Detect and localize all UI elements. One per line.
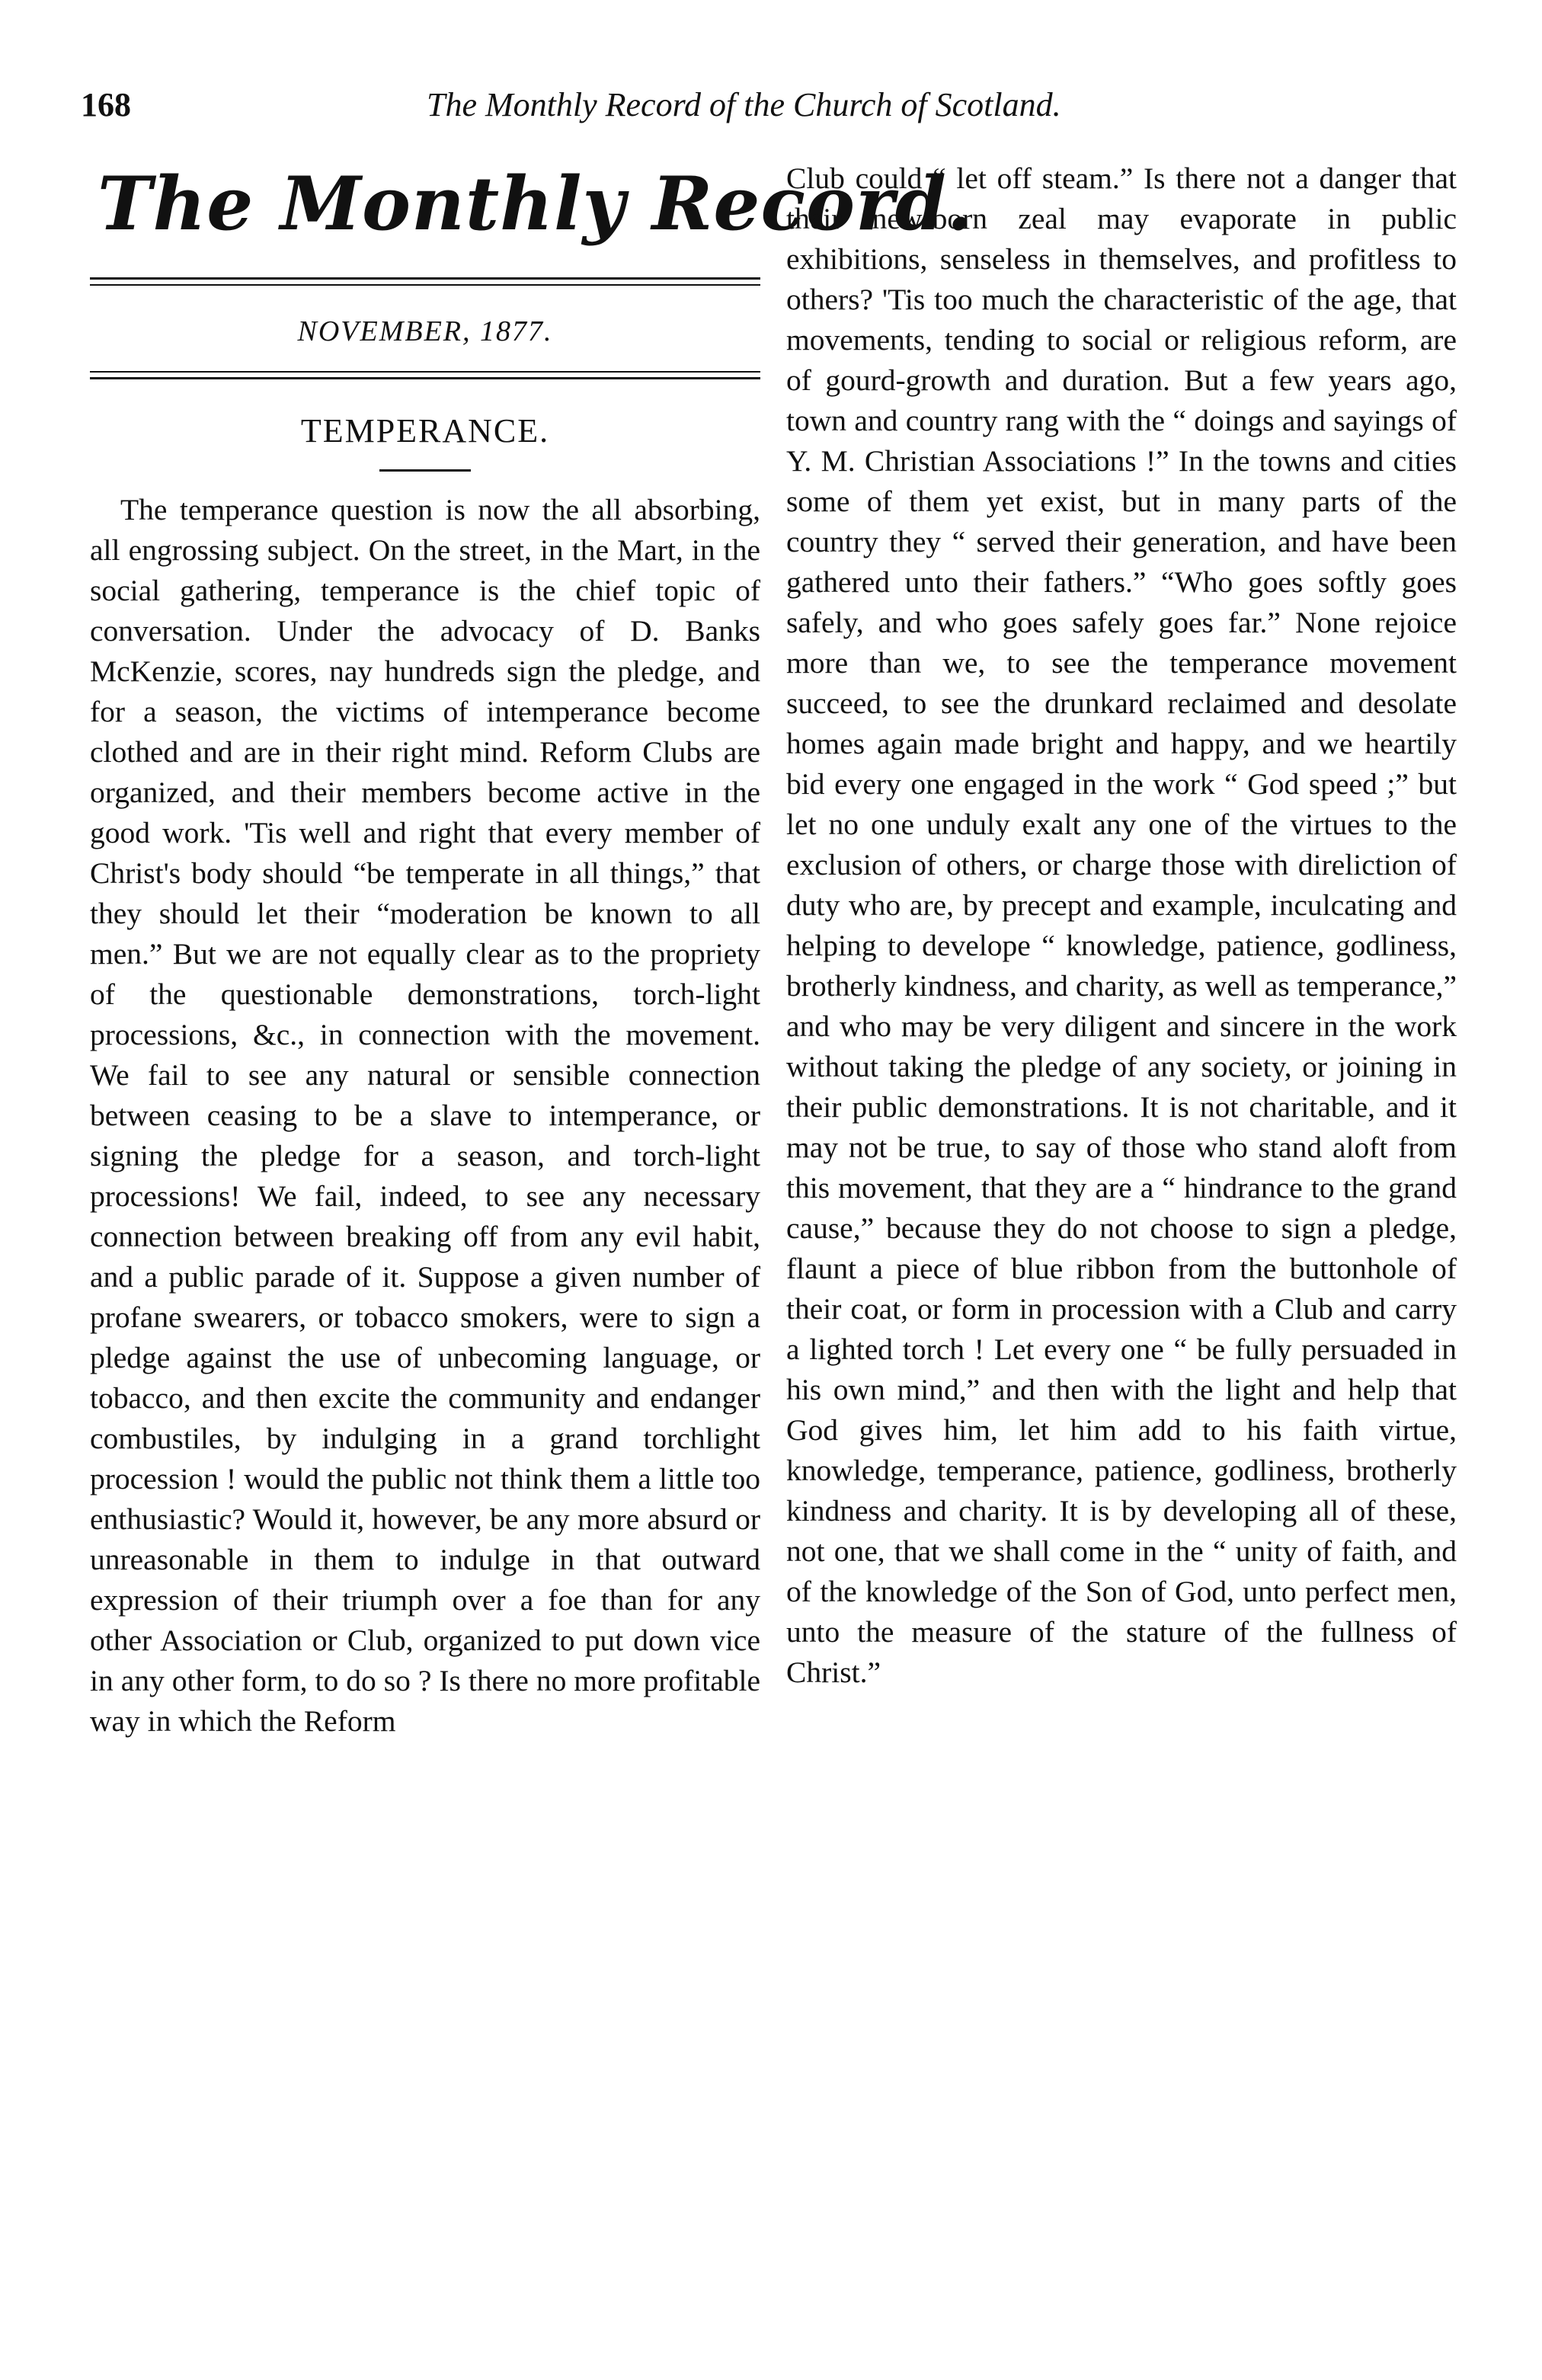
masthead-title: The Monthly Record.: [98, 161, 974, 247]
article-body-left: [90, 490, 760, 1742]
issue-date: NOVEMBER, 1877.: [297, 315, 553, 347]
paragraph-right: Club could “ let off steam.” Is there not a danger that their new-born zeal may evaporate in public exhibitions, senseless in themselves, and profitless to others? 'Tis too much the characteristic of the age, that movements, tending to social or religious reform, are of gourd-growth and duration. But a few years ago, town and country rang with the “ doings and sayings of Y. M. Christian Associations !” In the towns and cities some of them yet exist, but in many parts of the country they “ served their generation, and have been gathered unto their fathers.” “Who goes softly goes safely, and who goes safely goes far.” None rejoice more than we, to see the temperance movement succeed, to see the drunkard reclaimed and desolate homes again made bright and happy, and we heartily bid every one engaged in the work “ God speed ;” but let no one unduly exalt any one of the virtues to the exclusion of others, or charge those with direliction of duty who are, by precept and example, inculcating and helping to develope “ knowledge, patience, godliness, brotherly kindness, and charity, as well as temperance,” and who may be very diligent and sincere in the work without taking the pledge of any society, or joining in their public demonstrations. It is not charitable, and it may not be true, to say of those who stand aloft from this movement, that they are a “ hindrance to the grand cause,” because they do not choose to sign a pledge, flaunt a piece of blue ribbon from the buttonhole of their coat, or form in procession with a Club and carry a lighted torch ! Let every one “ be fully persuaded in his own mind,” and then with the light and help that God gives him, let him add to his faith virtue, knowledge, temperance, patience, godliness, brotherly kindness and charity. It is by developing all of these, not one, that we shall come in the “ unity of faith, and of the knowledge of the Son of God, unto perfect men, unto the measure of the stature of the fullness of Christ.”: [786, 162, 1457, 1689]
date-rule: [90, 371, 760, 379]
title-rule: [379, 469, 471, 472]
article-body-right: [786, 158, 1457, 1693]
running-head: The Monthly Record of the Church of Scotland.: [427, 86, 1061, 123]
article-title: TEMPERANCE.: [300, 412, 550, 449]
page-number: 168: [81, 86, 131, 123]
left-column: [90, 158, 974, 1742]
masthead-rule: [90, 277, 760, 286]
right-column: [786, 158, 1457, 1693]
paragraph-left: The temperance question is now the all absorbing, all engrossing subject. On the street, in the Mart, in the social gathering, temperance is the chief topic of conversation. Under the advocacy of D. Banks McKenzie, scores, nay hundreds sign the pledge, and for a season, the victims of intemperance become clothed and are in their right mind. Reform Clubs are organized, and their members become active in the good work. 'Tis well and right that every member of Christ's body should “be temperate in all things,” that they should let their “moderation be known to all men.” But we are not equally clear as to the propriety of the questionable demonstrations, torch-light processions, &c., in connection with the movement. We fail to see any natural or sensible connection between ceasing to be a slave to intemperance, or signing the pledge for a season, and torch-light processions! We fail, indeed, to see any necessary connection between breaking off from any evil habit, and a public parade of it. Suppose a given number of profane swearers, or tobacco smokers, were to sign a pledge against the use of unbecoming language, or tobacco, and then excite the community and endanger combustiles, by indulging in a grand torchlight procession ! would the public not think them a little too enthusiastic? Would it, however, be any more absurd or unreasonable in them to indulge in that outward expression of their triumph over a foe than for any other Association or Club, organized to put down vice in any other form, to do so ? Is there no more profitable way in which the Reform: [90, 493, 760, 1738]
